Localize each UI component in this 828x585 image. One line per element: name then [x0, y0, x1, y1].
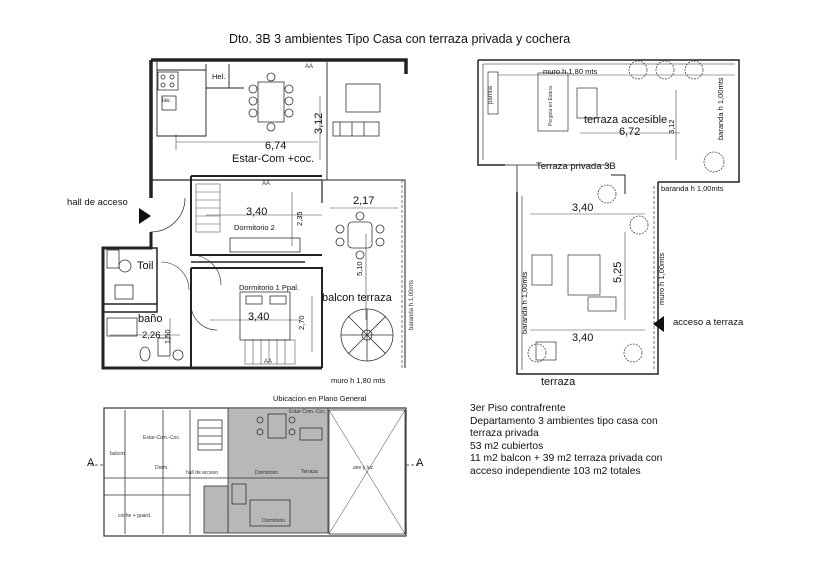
- ubi-hall-label: hall de acceso: [186, 470, 218, 476]
- dim-dorm2-width: 3,40: [246, 206, 268, 218]
- ubi-dormitorio-2-label: Dormitorio: [262, 518, 286, 524]
- terraza-label: terraza: [541, 376, 576, 388]
- terraza-accesible-label: terraza accesible: [584, 114, 668, 126]
- info-line: acceso independiente 103 m2 totales: [470, 465, 641, 477]
- dim-balcon-width: 2,17: [353, 195, 375, 207]
- ubi-estar-com-2-label: Estar-Com.-Coc.: [289, 409, 327, 415]
- estar-label: Estar-Com +coc.: [232, 153, 315, 165]
- dim-bottom-width: 3,40: [572, 332, 594, 344]
- aa-top-label: AA: [305, 64, 314, 70]
- ubi-estar-com-label: Estar-Com.-Coc.: [143, 435, 181, 441]
- hel-label: Hel.: [212, 72, 226, 81]
- dim-estar-width: 6,74: [265, 140, 287, 152]
- dim-accesible-width: 6,72: [619, 126, 641, 138]
- ubi-dorm-label: Dorm.: [155, 465, 169, 471]
- dim-balcon-height: 5,10: [355, 261, 364, 276]
- terrace-baranda-mid-label: baranda h 1,00mts: [661, 184, 724, 193]
- hall-label: hall de acceso: [67, 197, 128, 208]
- terrace-muro-right-label: muro h 1,00mts: [657, 252, 666, 305]
- balcon-baranda-label: baranda h 1,00mts: [409, 279, 415, 330]
- lav-label: lav.: [162, 98, 171, 104]
- terrace-baranda-left-label: baranda h 1,00mts: [520, 271, 529, 334]
- dorm2-label: Dormitorio 2: [234, 223, 275, 232]
- pergola-label: Pergola en Estera: [548, 85, 554, 126]
- ubi-terraza-label: Terraza: [301, 469, 318, 475]
- parrilla-label: parrilla: [488, 85, 494, 104]
- ubi-coche-label: coche + guard.: [118, 513, 152, 519]
- page-title: Dto. 3B 3 ambientes Tipo Casa con terraza privada y cochera: [229, 32, 571, 46]
- dim-lower-width: 3,40: [572, 202, 594, 214]
- terraza-privada-label: Terraza privada 3B: [536, 161, 616, 172]
- dim-dorm1-width: 3,40: [248, 311, 270, 323]
- dim-dorm1-height: 2,70: [297, 315, 306, 330]
- dim-bano-width: 2,26: [142, 330, 161, 341]
- toil-label: Toil: [137, 260, 154, 272]
- ubi-balcon-label: balcon: [110, 451, 125, 457]
- ubi-aire-luz-label: aire y luz: [353, 465, 374, 471]
- description-block: [470, 403, 662, 479]
- dorm1-label: Dormitorio 1 Ppal.: [239, 283, 300, 292]
- dim-bano-height: 1,50: [163, 329, 172, 344]
- bano-label: baño: [138, 313, 163, 325]
- ubicacion-title: Ubicacion en Plano General: [273, 394, 367, 403]
- info-line: 3er Piso contrafrente: [470, 403, 566, 414]
- dim-estar-height: 3,12: [313, 112, 325, 134]
- dim-lower-height: 5,25: [612, 261, 624, 283]
- section-a-left: A: [87, 457, 95, 469]
- dim-dorm2-height: 2,35: [295, 211, 304, 226]
- dim-accesible-height: 3,12: [667, 119, 676, 134]
- info-line: Departamento 3 ambientes tipo casa con: [470, 415, 658, 427]
- terrace-baranda-right-label: baranda h 1,00mts: [716, 77, 725, 140]
- acceso-terraza-label: acceso a terraza: [673, 317, 744, 328]
- info-line: 53 m2 cubiertos: [470, 440, 544, 452]
- aa-dorm2-label: AA: [262, 181, 271, 187]
- info-line: 11 m2 balcon + 39 m2 terraza privada con: [470, 453, 663, 465]
- aa-dorm1-label: AA: [264, 359, 273, 365]
- ubi-dormitorio-label: Dormitorio: [255, 470, 279, 476]
- section-a-right: A: [416, 457, 424, 469]
- terrace-muro-top-label: muro h 1,80 mts: [543, 67, 598, 76]
- hall-arrow-icon: [139, 208, 151, 224]
- muro-label: muro h 1,80 mts: [331, 376, 386, 385]
- balcon-label: balcon terraza: [322, 292, 392, 304]
- info-line: terraza privada: [470, 428, 539, 440]
